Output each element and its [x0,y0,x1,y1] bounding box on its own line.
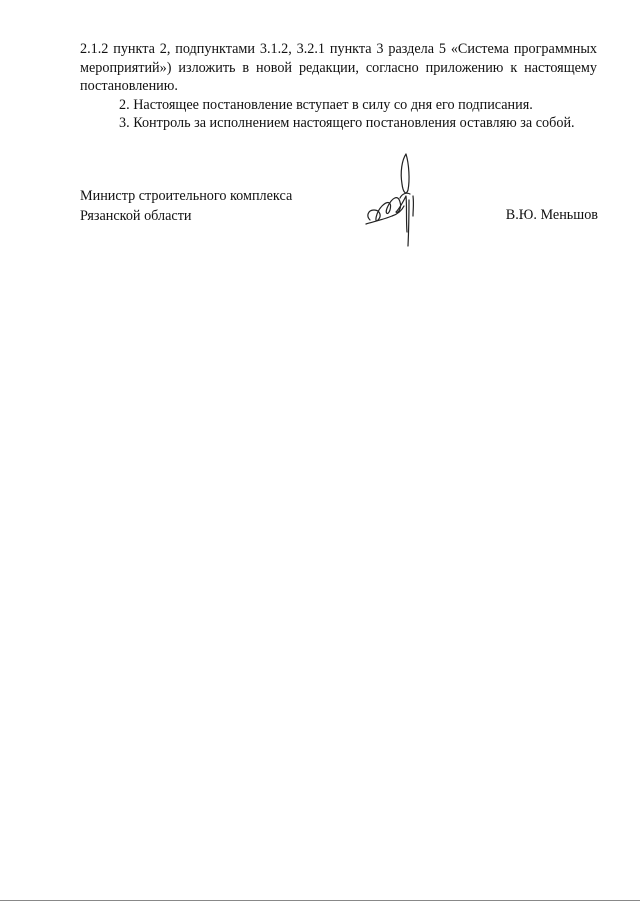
signer-name: В.Ю. Меньшов [505,207,598,223]
paragraph-item-3: 3. Контроль за исполнением настоящего постановления оставляю за собой. [119,115,575,131]
document-body [80,40,597,133]
signer-position [80,186,340,226]
signer-position-line-1: Министр строительного комплекса [80,188,293,204]
footer-rule [0,900,640,901]
handwritten-signature [362,150,428,250]
paragraph-item-2: 2. Настоящее постановление вступает в силу со дня его подписания. [119,96,533,113]
signature-block [80,186,600,256]
paragraph-continuation: 2.1.2 пункта 2, подпунктами 3.1.2, 3.2.1 пункта 3 раздела 5 «Система программных мероприятий») изложить в новой редакции, согласно приложению к настоящему постановлению. [80,41,597,94]
signer-position-line-2: Рязанской области [80,208,192,224]
